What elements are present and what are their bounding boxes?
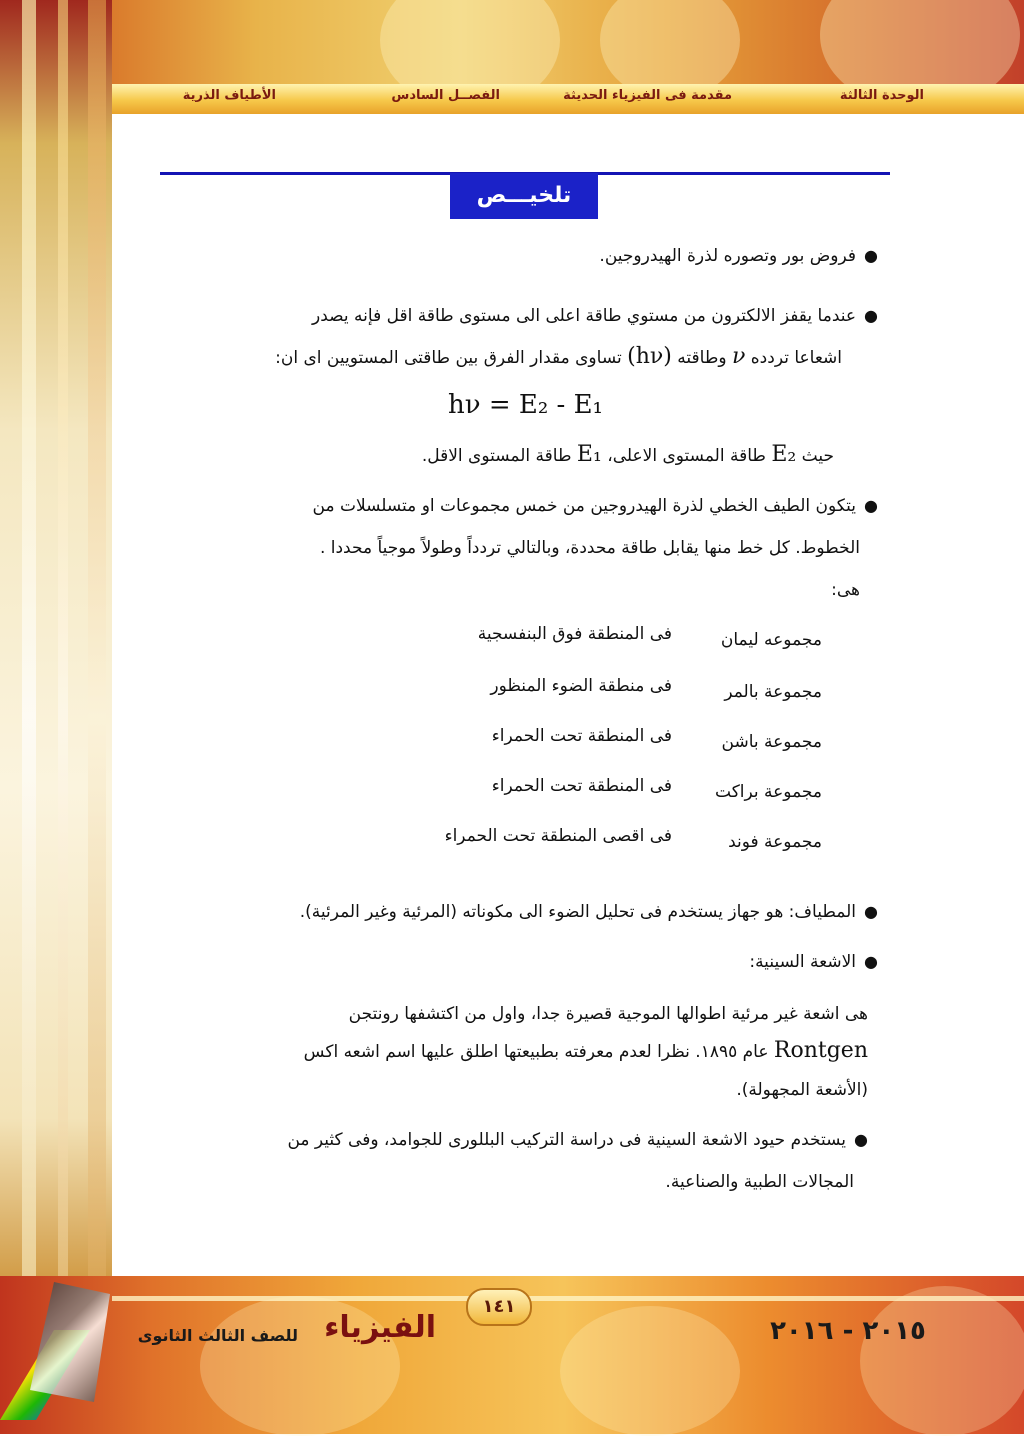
header-section: مقدمة فى الفيزياء الحديثة	[563, 88, 732, 103]
series-lyman: مجموعه ليمان	[720, 630, 822, 650]
series-balmer-region: فى منطقة الضوء المنظور	[490, 676, 672, 696]
bottom-divider	[112, 1296, 1024, 1301]
series-pfund-region: فى اقصى المنطقة تحت الحمراء	[444, 826, 672, 846]
bullet-bohr: ●فروض بور وتصوره لذرة الهيدروجين.	[599, 246, 878, 266]
series-lyman-region: فى المنطقة فوق البنفسجية	[477, 624, 672, 644]
xray-line3: (الأشعة المجهولة).	[736, 1080, 868, 1100]
bullet-icon: ●	[864, 496, 878, 515]
bullet-icon: ●	[864, 902, 878, 921]
bullet-diffraction-line2: المجالات الطبية والصناعية.	[665, 1172, 854, 1192]
bullet-spectrum-line3: هى:	[831, 580, 860, 600]
series-brackett: مجموعة براكت	[715, 782, 822, 802]
book-title: الفيزياء	[324, 1310, 436, 1345]
header-unit: الوحدة الثالثة	[839, 88, 924, 103]
page-number: ١٤١	[466, 1288, 532, 1326]
bullet-emission-line2: اشعاعا تردده ν وطاقته (hν) تساوى مقدار الفرق بين طاقتى المستويين اى ان:	[275, 344, 842, 369]
bullet-spectrum-line1: ●يتكون الطيف الخطي لذرة الهيدروجين من خمس مجموعات او متسلسلات من	[312, 496, 878, 516]
header-topic: الأطياف الذرية	[182, 88, 276, 103]
equation-legend: حيث E₂ طاقة المستوى الاعلى، E₁ طاقة المستوى الاقل.	[421, 442, 834, 467]
bullet-icon: ●	[854, 1130, 868, 1149]
book-subtitle: للصف الثالث الثانوى	[137, 1326, 298, 1345]
series-paschen: مجموعة باشن	[721, 732, 822, 752]
bullet-diffraction-line1: ●يستخدم حيود الاشعة السينية فى دراسة التركيب البللورى للجوامد، وفى كثير من	[287, 1130, 868, 1150]
bullet-icon: ●	[864, 952, 878, 971]
bullet-xray-heading: ●الاشعة السينية:	[749, 952, 878, 972]
xray-line1: هى اشعة غير مرئية اطوالها الموجية قصيرة جدا، واول من اكتشفها رونتجن	[348, 1004, 868, 1024]
bullet-icon: ●	[864, 246, 878, 265]
bullet-icon: ●	[864, 306, 878, 325]
series-pfund: مجموعة فوند	[728, 832, 822, 852]
page-title: تلخيـــص	[450, 173, 598, 219]
bullet-spectrometer: ●المطياف: هو جهاز يستخدم فى تحليل الضوء الى مكوناته (المرئية وغير المرئية).	[299, 902, 878, 922]
bullet-emission-line1: ●عندما يقفز الالكترون من مستوي طاقة اعلى الى مستوى طاقة اقل فإنه يصدر	[312, 306, 878, 326]
academic-year: ٢٠١٥ - ٢٠١٦	[770, 1316, 926, 1346]
xray-line2: Rontgen عام ١٨٩٥. نظرا لعدم معرفته بطبيعتها اطلق عليها اسم اشعه اكس	[303, 1038, 868, 1063]
bohr-equation: hν = E₂ - E₁	[448, 390, 603, 420]
series-paschen-region: فى المنطقة تحت الحمراء	[491, 726, 672, 746]
series-brackett-region: فى المنطقة تحت الحمراء	[491, 776, 672, 796]
header-chapter: الفصــل السادس	[391, 88, 500, 103]
series-balmer: مجموعة بالمر	[724, 682, 822, 702]
left-decorative-strip	[0, 0, 112, 1434]
bullet-spectrum-line2: الخطوط. كل خط منها يقابل طاقة محددة، وبالتالي تردداً وطولاً موجياً محددا .	[319, 538, 860, 558]
